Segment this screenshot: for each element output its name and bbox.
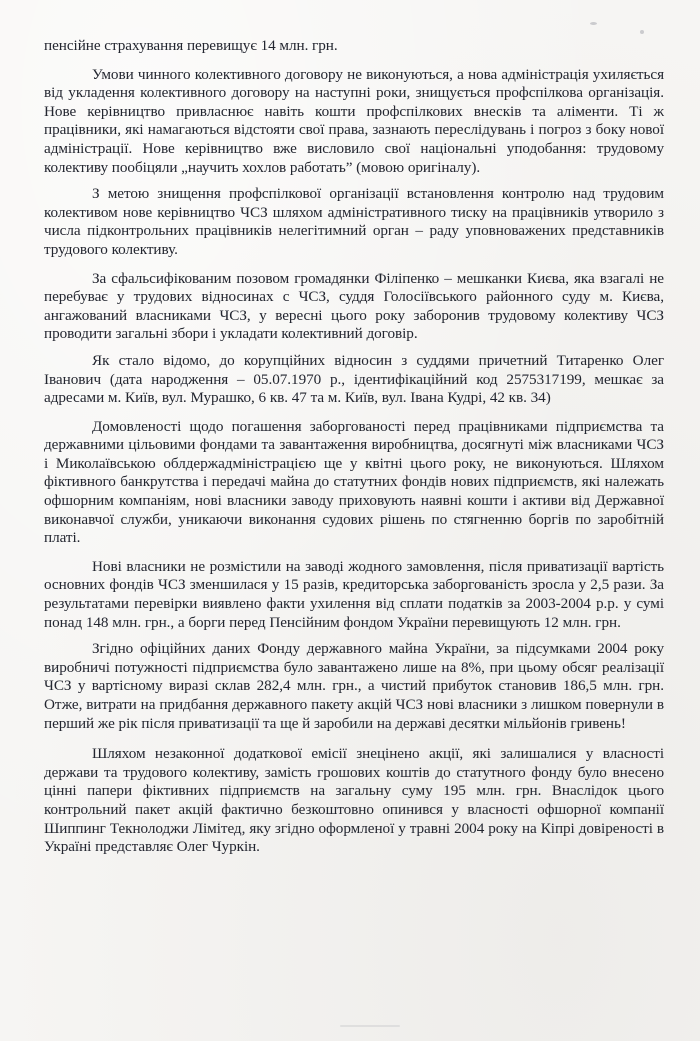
paragraph-union-destruction: З метою знищення профспілкової організації встановлення контролю над трудовим колективом нове керівництво ЧСЗ шляхом адміністративного тиску на працівників утворило з числа підконтрольних працівників нелегітимний орган – раду уповноважених представників трудового колективу.: [44, 185, 664, 258]
paragraph-corruption-link: Як стало відомо, до корупційних відносин з суддями причетний Титаренко Олег Іванович (дата народження – 05.07.1970 р., ідентифікаційний код 2575317199, мешкає за адресами м. Київ, вул. Мурашко, 6 кв. 47 та м. Київ, вул. Івана Кудрі, 42 кв. 34): [44, 351, 664, 407]
paragraph-collective-agreement: Умови чинного колективного договору не виконуються, а нова адміністрація ухиляється від укладення колективного договору на наступні роки, знищується профспілкова організація. Нове керівництво привласнює навіть кошти профспілкових внесків та аліменти. Ті ж працівники, які намагаються відстояти свої права, зазнають переслідувань і погроз з боку нової адміністрації. Нове керівництво вже висловило свої національні уподобання: трудовому колективу пообіцяли „научить хохлов работать” (мовою оригіналу).: [44, 65, 664, 176]
scan-speck: [340, 1025, 400, 1027]
paragraph-falsified-lawsuit: За сфальсифікованим позовом громадянки Філіпенко – мешканки Києва, яка взагалі не перебуває у трудових відносинах с ЧСЗ, суддя Голосіївського районного суду м. Києва, ангажований власниками ЧСЗ, у вересні цього року заборонив трудовому колективу ЧСЗ проводити загальні збори і укладати колективний договір.: [44, 269, 664, 343]
scan-speck: [590, 22, 597, 25]
document-body: [44, 37, 664, 857]
paragraph-illegal-emission: Шляхом незаконної додаткової емісії знецінено акції, які залишалися у власності держави та трудового колективу, замість грошових коштів до статутного фонду було внесено цінні папери фіктивних підприємств на загальну суму 195 млн. грн. Внаслідок цього контрольний пакет акцій фактично безкоштовно опинився у власності офшорної компанії Шиппинг Текнолоджи Лімітед, яку згідно оформленої у травні 2004 року на Кіпрі довіреності в Україні представляє Олег Чуркін.: [44, 745, 664, 856]
paragraph-new-owners: Нові власники не розмістили на заводі жодного замовлення, після приватизації вартість основних фондів ЧСЗ зменшилася у 15 разів, кредиторська заборгованість зросла у 2,5 рази. За результатами перевірки виявлено факти ухилення від сплати податків за 2003-2004 р.р. у сумі понад 148 млн. грн., а борги перед Пенсійним фондом України перевищують 12 млн. грн.: [44, 557, 664, 631]
paragraph-state-property-fund: Згідно офіційних даних Фонду державного майна України, за підсумками 2004 року виробничі потужності підприємства було завантажено лише на 8%, при цьому обсяг реалізації ЧСЗ у вартісному виразі склав 282,4 млн. грн., а чистий прибуток становив 186,5 млн. грн. Отже, витрати на придбання державного пакету акцій ЧСЗ нові власники з лишком повернули в перший же рік після приватизації та ще й заробили на державі десятки мільйонів гривень!: [44, 640, 664, 732]
paragraph-continuation: пенсійне страхування перевищує 14 млн. грн.: [44, 37, 338, 54]
paragraph-debt-agreements: Домовленості щодо погашення заборгованості перед працівниками підприємства та державними цільовими фондами та завантаження виробництва, досягнуті між власниками ЧСЗ і Миколаївською облдержадміністрацією ще у квітні цього року, не виконуються. Шляхом фіктивного банкрутства і передачі майна до статутних фондів нових підприємств, які належать офшорним компаніям, нові власники заводу приховують наявні кошти і активи від Державної виконавчої служби, уникаючи виконання судових рішень по стягненню боргів по заробітній платі.: [44, 417, 664, 547]
scan-speck: [640, 30, 644, 34]
